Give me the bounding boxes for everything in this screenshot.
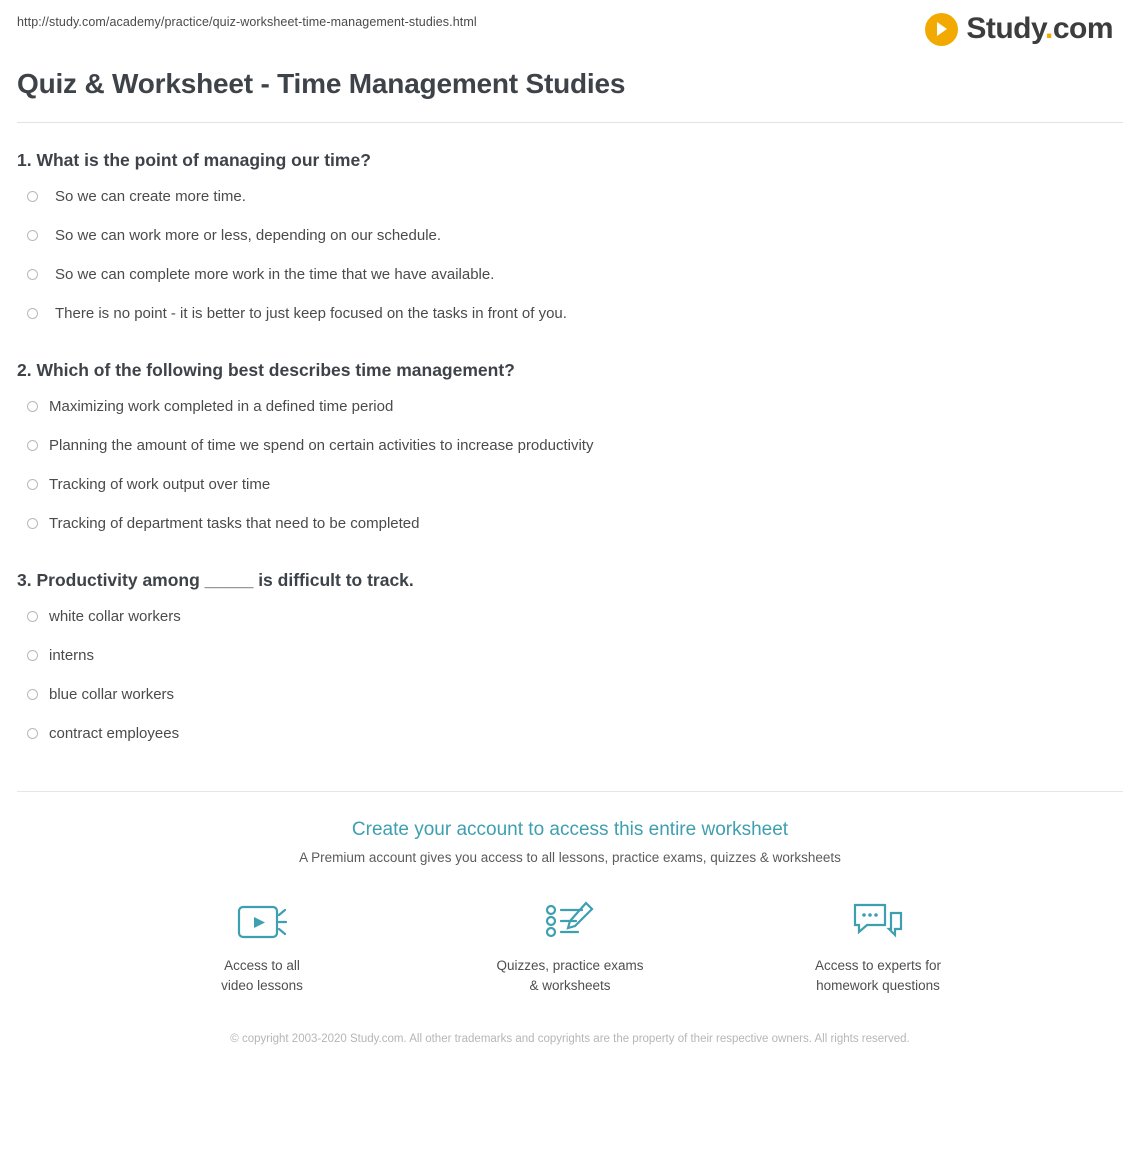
- choice-label: Tracking of department tasks that need to be completed: [49, 515, 420, 532]
- chat-bubbles-icon: [788, 893, 968, 949]
- radio-icon[interactable]: [27, 689, 38, 700]
- logo-com: com: [1052, 12, 1113, 45]
- feature-list: [0, 893, 1140, 995]
- video-play-icon: [172, 893, 352, 949]
- choice-list: [17, 387, 1123, 543]
- choice-label: Maximizing work completed in a defined time period: [49, 398, 394, 415]
- choice-option[interactable]: [17, 636, 1123, 675]
- feature-label-line1: Quizzes, practice exams: [496, 958, 644, 973]
- page-title: Quiz & Worksheet - Time Management Studies: [17, 68, 626, 99]
- feature-label-line2: video lessons: [221, 977, 303, 993]
- choice-option[interactable]: [17, 714, 1123, 753]
- logo-name: Study: [966, 12, 1045, 45]
- radio-icon[interactable]: [27, 308, 38, 319]
- copyright-text: © copyright 2003-2020 Study.com. All other trademarks and copyrights are the property of their respective owners. All rights reserved.: [230, 1033, 910, 1046]
- choice-label: So we can create more time.: [55, 188, 246, 205]
- logo-dot: .: [1044, 12, 1053, 45]
- radio-icon[interactable]: [27, 191, 38, 202]
- question-3: [17, 570, 1123, 753]
- choice-option[interactable]: [17, 504, 1123, 543]
- choice-option[interactable]: [17, 216, 1123, 255]
- choice-list: [17, 177, 1123, 333]
- choice-label: interns: [49, 647, 95, 664]
- question-text: 2. Which of the following best describes time management?: [17, 360, 515, 380]
- radio-icon[interactable]: [27, 479, 38, 490]
- choice-label: So we can complete more work in the time that we have available.: [55, 266, 495, 283]
- feature-label-line1: Access to all: [224, 958, 300, 973]
- question-2: [17, 360, 1123, 543]
- choice-option[interactable]: [17, 387, 1123, 426]
- feature-label: [788, 956, 968, 995]
- choice-option[interactable]: [17, 426, 1123, 465]
- radio-icon[interactable]: [27, 230, 38, 241]
- page-url: http://study.com/academy/practice/quiz-worksheet-time-management-studies.html: [17, 15, 477, 29]
- feature-experts: [788, 893, 968, 995]
- feature-label-line2: & worksheets: [529, 977, 611, 993]
- radio-icon[interactable]: [27, 650, 38, 661]
- feature-label: [480, 956, 660, 995]
- top-bar: [0, 0, 1140, 46]
- feature-label: [172, 956, 352, 995]
- play-circle-icon: [925, 13, 958, 46]
- radio-icon[interactable]: [27, 518, 38, 529]
- choice-option[interactable]: [17, 255, 1123, 294]
- feature-label-line1: Access to experts for: [814, 958, 942, 973]
- choice-label: contract employees: [49, 725, 180, 742]
- choice-option[interactable]: [17, 597, 1123, 636]
- study-com-logo: [925, 12, 1120, 46]
- radio-icon[interactable]: [27, 401, 38, 412]
- choice-option[interactable]: [17, 294, 1123, 333]
- choice-label: There is no point - it is better to just keep focused on the tasks in front of you.: [55, 305, 567, 322]
- choice-option[interactable]: [17, 177, 1123, 216]
- question-text: 1. What is the point of managing our time?: [17, 150, 371, 170]
- choice-label: white collar workers: [49, 608, 181, 625]
- question-text: 3. Productivity among _____ is difficult to track.: [17, 570, 414, 590]
- choice-label: blue collar workers: [49, 686, 175, 703]
- choice-label: So we can work more or less, depending on our schedule.: [55, 227, 442, 244]
- title-divider: [17, 122, 1123, 123]
- choice-option[interactable]: [17, 465, 1123, 504]
- quiz-checklist-icon: [480, 893, 660, 949]
- feature-label-line2: homework questions: [816, 977, 940, 993]
- radio-icon[interactable]: [27, 440, 38, 451]
- question-1: [17, 150, 1123, 333]
- promo-subtitle: A Premium account gives you access to all lessons, practice exams, quizzes & worksheets: [299, 850, 841, 865]
- quiz-container: [0, 150, 1140, 753]
- choice-label: Planning the amount of time we spend on certain activities to increase productivity: [49, 437, 594, 454]
- promo-section: [0, 792, 1140, 995]
- radio-icon[interactable]: [27, 611, 38, 622]
- feature-video-lessons: [172, 893, 352, 995]
- radio-icon[interactable]: [27, 269, 38, 280]
- radio-icon[interactable]: [27, 728, 38, 739]
- promo-title[interactable]: Create your account to access this entire worksheet: [351, 819, 789, 840]
- choice-option[interactable]: [17, 675, 1123, 714]
- feature-quizzes: [480, 893, 660, 995]
- choice-list: [17, 597, 1123, 753]
- logo-text: [966, 12, 1113, 46]
- choice-label: Tracking of work output over time: [49, 476, 271, 493]
